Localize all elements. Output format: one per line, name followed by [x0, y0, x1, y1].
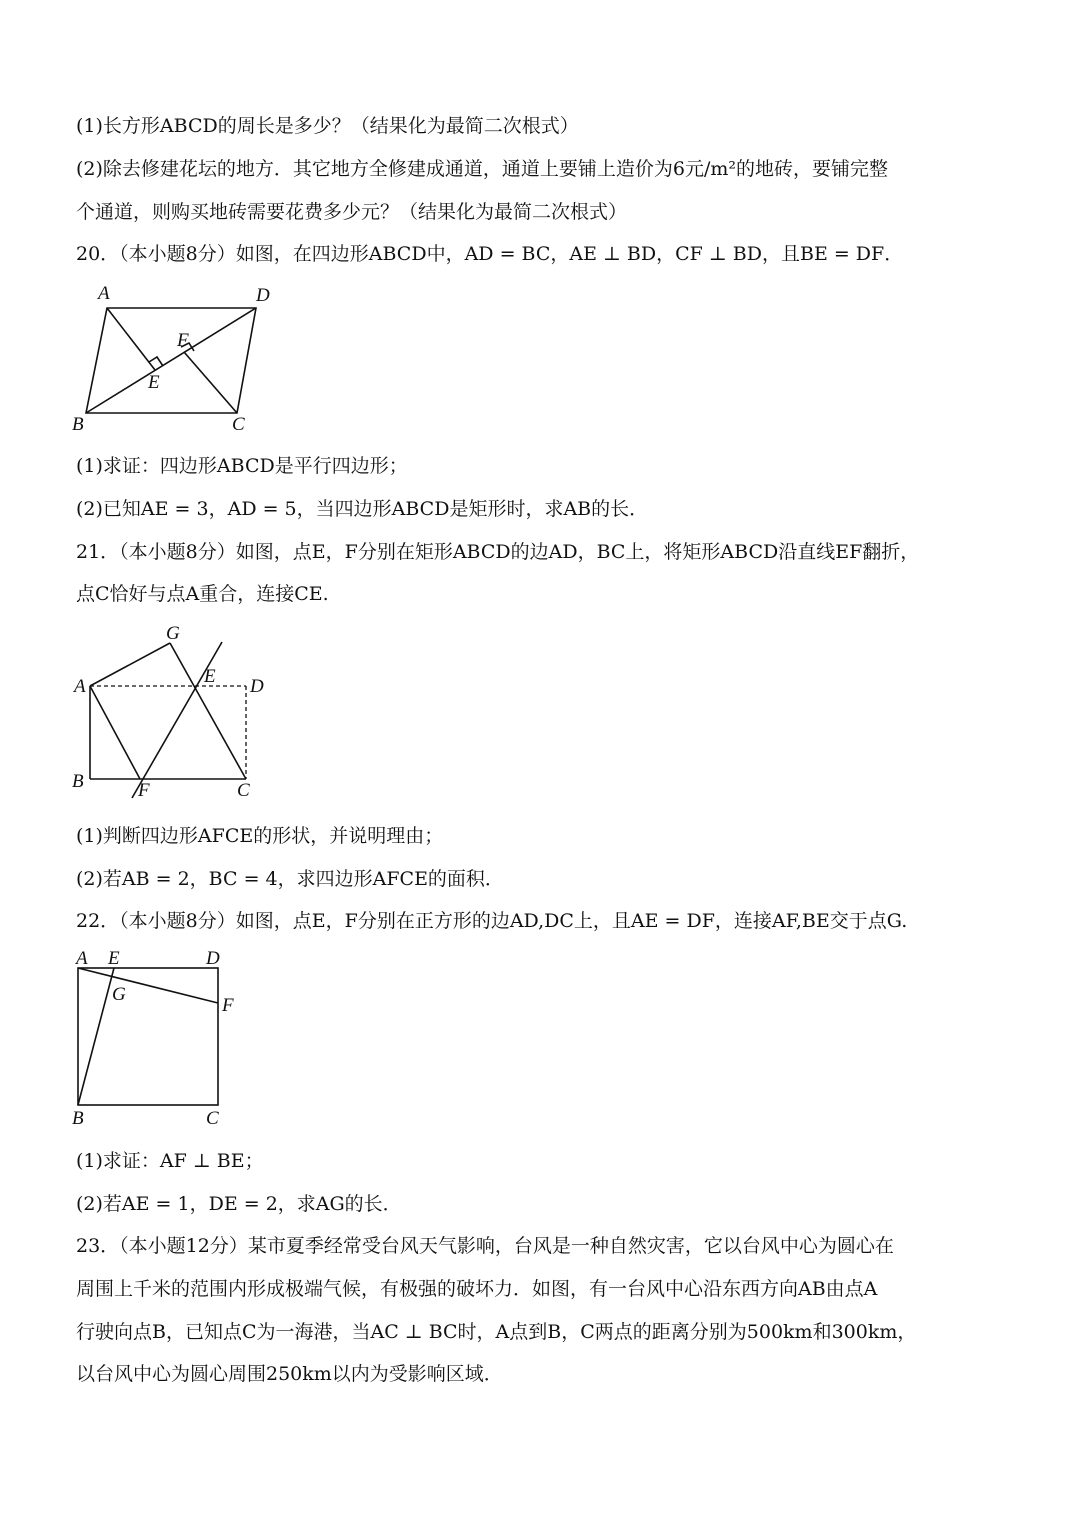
- label-c: C: [206, 1108, 219, 1129]
- label-g: G: [166, 623, 180, 644]
- q21-stem-line1: 21．（本小题8分）如图，点E，F分别在矩形ABCD的边AD，BC上，将矩形ABCD沿直线EF翻折，: [76, 541, 920, 563]
- label-b: B: [72, 1108, 84, 1129]
- q20-part2: (2)已知AE = 3，AD = 5，当四边形ABCD是矩形时，求AB的长．: [76, 498, 649, 520]
- q22-part2: (2)若AE = 1，DE = 2，求AG的长．: [76, 1193, 402, 1215]
- figure-q21: [60, 620, 290, 805]
- label-d: D: [250, 676, 264, 697]
- q23-stem-line2: 周围上千米的范围内形成极端气候，有极强的破坏力．如图，有一台风中心沿东西方向AB由点A: [76, 1278, 878, 1300]
- label-e: E: [108, 948, 120, 969]
- q23-stem-line3: 行驶向点B，已知点C为一海港，当AC ⊥ BC时，A点到B，C两点的距离分别为500km和300km，: [76, 1321, 917, 1343]
- q19-part2-line2: 个通道，则购买地砖需要花费多少元？（结果化为最简二次根式）: [76, 201, 628, 223]
- q22-stem: 22．（本小题8分）如图，点E，F分别在正方形的边AD,DC上，且AE = DF，连接AF,BE交于点G.: [76, 910, 908, 932]
- segment-af: [90, 686, 140, 779]
- segment-ag: [90, 643, 170, 686]
- q21-part1: (1)判断四边形AFCE的形状，并说明理由；: [76, 825, 444, 847]
- q23-stem-line1: 23．（本小题12分）某市夏季经常受台风天气影响，台风是一种自然灾害，它以台风中心为圆心在: [76, 1235, 894, 1257]
- q20-stem: 20．（本小题8分）如图，在四边形ABCD中，AD = BC，AE ⊥ BD，CF ⊥ BD，且BE = DF．: [76, 243, 904, 265]
- label-f: F: [222, 995, 234, 1016]
- segment-af: [78, 968, 218, 1003]
- figure-q20: [60, 280, 290, 440]
- square-abcd: [78, 968, 218, 1105]
- label-c: C: [237, 780, 250, 801]
- label-b: B: [72, 414, 84, 435]
- q20-part1: (1)求证：四边形ABCD是平行四边形；: [76, 455, 408, 477]
- q19-part1: (1)长方形ABCD的周长是多少？（结果化为最简二次根式）: [76, 115, 579, 137]
- label-f: F: [138, 780, 150, 801]
- label-f: F: [177, 330, 189, 351]
- label-a: A: [76, 948, 88, 969]
- label-b: B: [72, 771, 84, 792]
- q21-part2: (2)若AB = 2，BC = 4，求四边形AFCE的面积．: [76, 868, 504, 890]
- label-c: C: [232, 414, 245, 435]
- label-a: A: [74, 676, 86, 697]
- label-d: D: [206, 948, 220, 969]
- segment-ae: [107, 308, 155, 370]
- label-e: E: [148, 372, 160, 393]
- segment-be: [78, 968, 114, 1105]
- figure-q22: [60, 945, 260, 1130]
- label-d: D: [256, 285, 270, 306]
- q23-stem-line4: 以台风中心为圆心周围250km以内为受影响区域．: [76, 1363, 503, 1385]
- label-g: G: [112, 984, 126, 1005]
- q22-part1: (1)求证：AF ⊥ BE；: [76, 1150, 264, 1172]
- q19-part2-line1: (2)除去修建花坛的地方．其它地方全修建成通道，通道上要铺上造价为6元/m²的地砖，要铺完整: [76, 158, 889, 180]
- segment-cf: [184, 352, 237, 413]
- label-e: E: [204, 666, 216, 687]
- diagonal-bd: [86, 308, 256, 413]
- label-a: A: [98, 283, 110, 304]
- q21-stem-line2: 点C恰好与点A重合，连接CE.: [76, 583, 329, 605]
